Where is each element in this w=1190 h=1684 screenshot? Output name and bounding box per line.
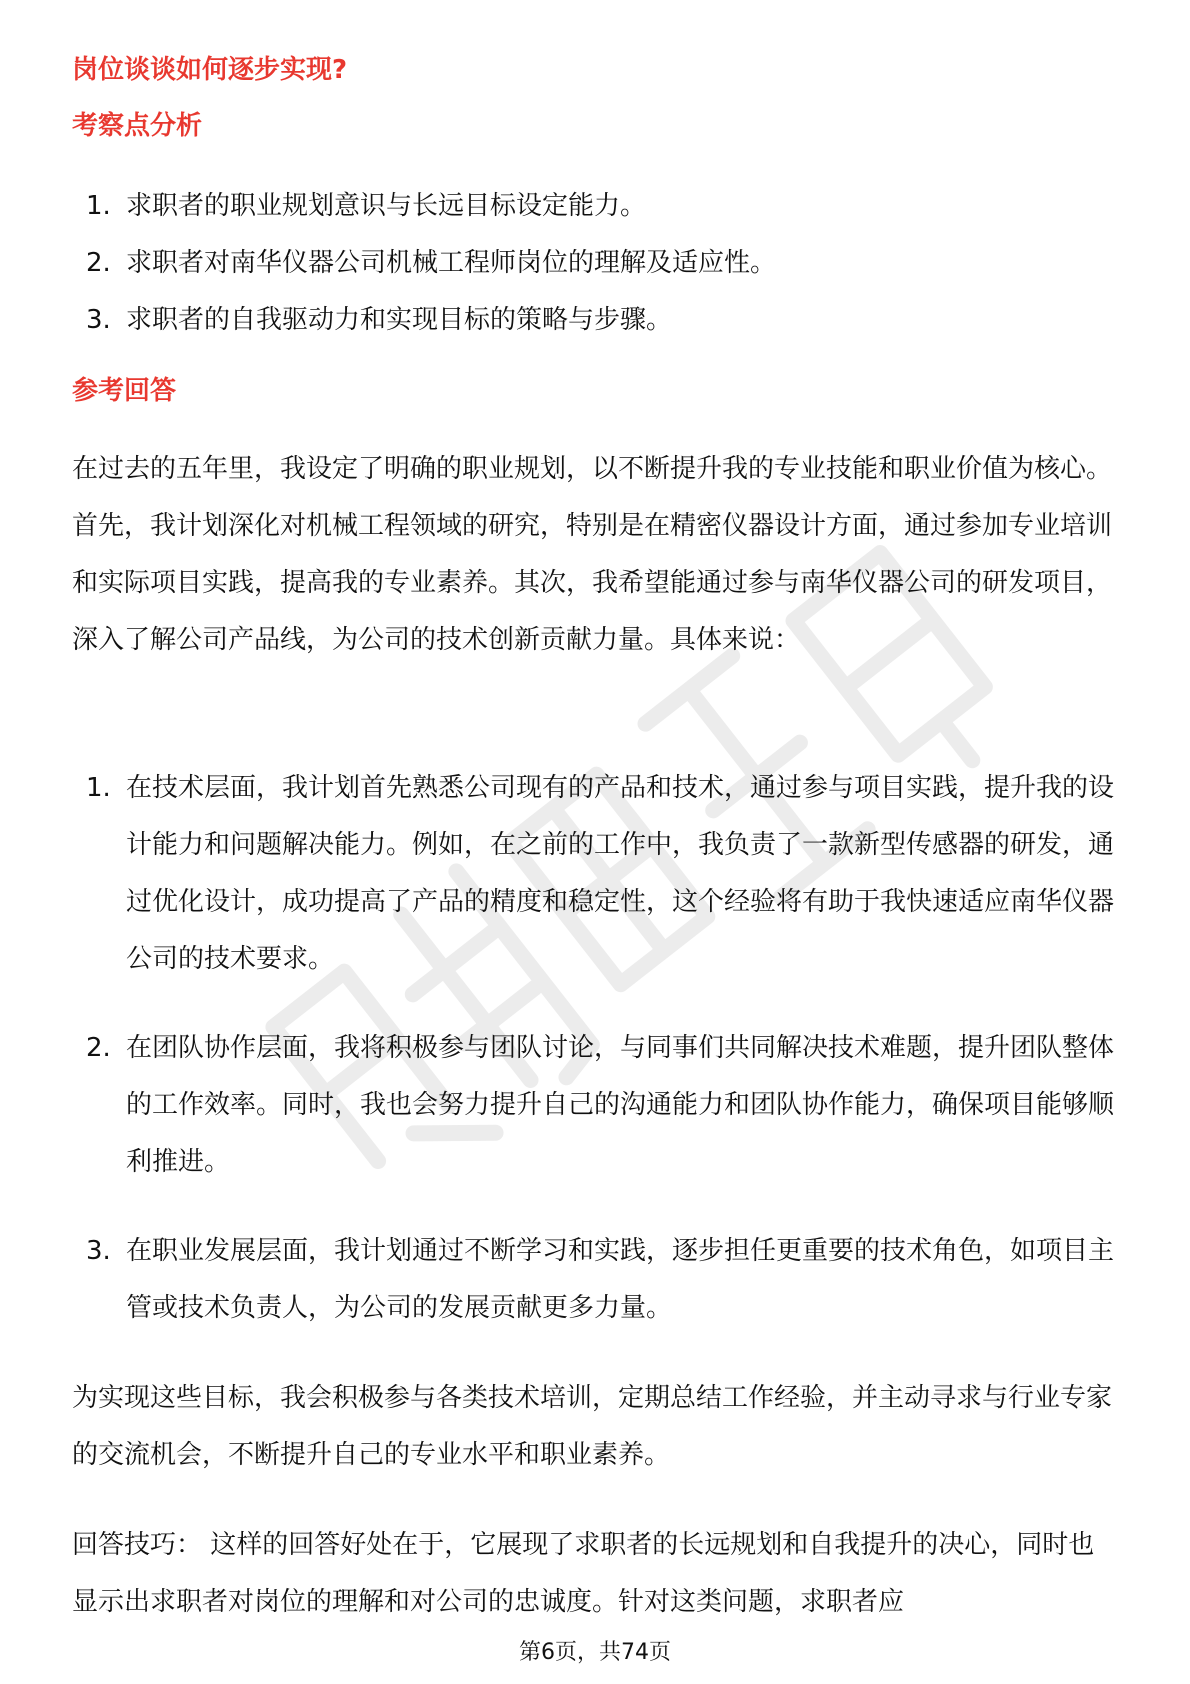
list-item-text: 在技术层面，我计划首先熟悉公司现有的产品和技术，通过参与项目实践，提升我的设计能力和问题解决能力。例如，在之前的工作中，我负责了一款新型传感器的研发，通过优化设计，成功提高了产品的精度和稳定性，这个经验将有助于我快速适应南华仪器公司的技术要求。 [126,773,1115,974]
list-item-number: 2. [86,1033,111,1063]
list-item-number: 1. [86,773,111,803]
question-title: 岗位谈谈如何逐步实现? [72,55,348,85]
list-item-number: 3. [86,305,111,335]
list-item [72,235,1118,292]
list-item-number: 2. [86,248,111,278]
reference-heading: 参考回答 [72,376,177,406]
list-item [72,178,1118,235]
list-item-text: 求职者对南华仪器公司机械工程师岗位的理解及适应性。 [126,248,777,278]
list-item [72,760,1118,988]
reference-list [72,760,1118,1369]
list-item [72,292,1118,349]
analysis-heading: 考察点分析 [72,111,203,141]
intro-paragraph: 在过去的五年里，我设定了明确的职业规划，以不断提升我的专业技能和职业价值为核心。首先，我计划深化对机械工程领域的研究，特别是在精密仪器设计方面，通过参加专业培训和实际项目实践，提高我的专业素养。其次，我希望能通过参与南华仪器公司的研发项目，深入了解公司产品线，为公司的技术创新贡献力量。具体来说： [72,454,1113,655]
list-item-text: 在职业发展层面，我计划通过不断学习和实践，逐步担任更重要的技术角色，如项目主管或技术负责人，为公司的发展贡献更多力量。 [126,1236,1115,1323]
list-item-text: 在团队协作层面，我将积极参与团队讨论，与同事们共同解决技术难题，提升团队整体的工作效率。同时，我也会努力提升自己的沟通能力和团队协作能力，确保项目能够顺利推进。 [126,1033,1115,1177]
list-item-number: 3. [86,1236,111,1266]
list-item-number: 1. [86,191,111,221]
list-item [72,1223,1118,1337]
list-item [72,1020,1118,1191]
page-number: 第6页，共74页 [519,1640,671,1665]
goal-paragraph: 为实现这些目标，我会积极参与各类技术培训，定期总结工作经验，并主动寻求与行业专家的交流机会，不断提升自己的专业水平和职业素养。 [72,1383,1113,1470]
analysis-list [72,178,1118,349]
list-item-text: 求职者的自我驱动力和实现目标的策略与步骤。 [126,305,673,335]
tip-paragraph: 回答技巧： 这样的回答好处在于，它展现了求职者的长远规划和自我提升的决心，同时也显示出求职者对岗位的理解和对公司的忠诚度。针对这类问题，求职者应 [72,1530,1095,1617]
list-item-text: 求职者的职业规划意识与长远目标设定能力。 [126,191,647,221]
